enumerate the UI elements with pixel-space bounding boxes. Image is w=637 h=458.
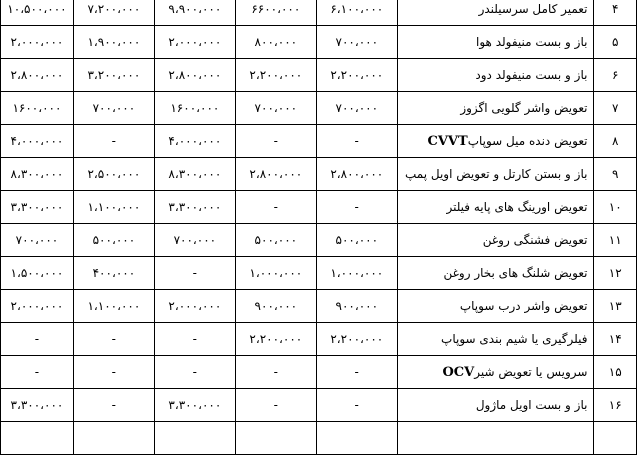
table-row <box>1 356 637 389</box>
table-row <box>1 0 637 26</box>
price-cell: - <box>73 323 154 356</box>
row-number: ۱۳ <box>594 290 637 323</box>
service-description <box>397 125 594 158</box>
service-name: باز و بست منیفولد هوا <box>476 34 588 49</box>
row-number: ۱۶ <box>594 389 637 422</box>
price-cell: ۵۰۰،۰۰۰ <box>316 224 397 257</box>
price-cell: ۳،۳۰۰،۰۰۰ <box>1 389 74 422</box>
price-cell: - <box>1 356 74 389</box>
service-name: تعویض شلنگ های بخار روغن <box>443 265 588 280</box>
price-cell: ۲،۸۰۰،۰۰۰ <box>316 158 397 191</box>
price-cell: - <box>73 389 154 422</box>
service-name: سرویس یا تعویض شیر <box>474 364 588 379</box>
service-name: تعمیر کامل سرسیلندر <box>478 1 588 16</box>
table-row <box>1 422 637 455</box>
price-cell <box>235 422 316 455</box>
price-cell: ۷،۲۰۰،۰۰۰ <box>73 0 154 26</box>
price-cell: ۷۰۰،۰۰۰ <box>235 92 316 125</box>
price-cell: ۲،۰۰۰،۰۰۰ <box>154 26 235 59</box>
price-cell: - <box>73 125 154 158</box>
price-cell: ۹،۹۰۰،۰۰۰ <box>154 0 235 26</box>
price-cell: ۲،۸۰۰،۰۰۰ <box>1 59 74 92</box>
row-number: ۸ <box>594 125 637 158</box>
price-cell: - <box>154 257 235 290</box>
price-cell: ۴،۰۰۰،۰۰۰ <box>1 125 74 158</box>
price-cell: ۴۰۰،۰۰۰ <box>73 257 154 290</box>
price-cell: - <box>235 191 316 224</box>
service-name: تعویض واشر درب سوپاپ <box>459 298 588 313</box>
price-cell: ۳،۳۰۰،۰۰۰ <box>154 191 235 224</box>
price-cell: ۱،۵۰۰،۰۰۰ <box>1 257 74 290</box>
price-cell: ۱،۰۰۰،۰۰۰ <box>316 257 397 290</box>
service-description <box>397 191 594 224</box>
service-code: OCV <box>442 364 475 380</box>
price-cell: - <box>154 323 235 356</box>
table-row <box>1 125 637 158</box>
table-row <box>1 389 637 422</box>
row-number: ۶ <box>594 59 637 92</box>
price-cell: ۲،۸۰۰،۰۰۰ <box>235 158 316 191</box>
service-code: CVVT <box>427 133 468 149</box>
price-cell: ۲،۲۰۰،۰۰۰ <box>235 59 316 92</box>
price-cell: ۲،۲۰۰،۰۰۰ <box>316 323 397 356</box>
service-description <box>397 389 594 422</box>
service-name: باز و بست منیفولد دود <box>475 67 588 82</box>
price-cell: ۹۰۰،۰۰۰ <box>235 290 316 323</box>
price-cell: ۳،۲۰۰،۰۰۰ <box>73 59 154 92</box>
price-cell: - <box>316 356 397 389</box>
price-cell: ۷۰۰،۰۰۰ <box>316 26 397 59</box>
row-number: ۱۴ <box>594 323 637 356</box>
price-cell: ۵۰۰،۰۰۰ <box>235 224 316 257</box>
price-cell: - <box>1 323 74 356</box>
table-row <box>1 158 637 191</box>
service-name: تعویض فشنگی روغن <box>482 232 588 247</box>
service-description <box>397 290 594 323</box>
service-name: تعویض واشر گلویی اگزوز <box>460 100 588 115</box>
price-cell: ۵۰۰،۰۰۰ <box>73 224 154 257</box>
price-cell: ۳،۳۰۰،۰۰۰ <box>1 191 74 224</box>
price-cell: ۱۶۰۰،۰۰۰ <box>1 92 74 125</box>
service-description <box>397 26 594 59</box>
table-row <box>1 290 637 323</box>
price-cell: - <box>316 125 397 158</box>
service-name: فیلرگیری یا شیم بندی سوپاپ <box>441 331 588 346</box>
price-cell: ۸،۳۰۰،۰۰۰ <box>1 158 74 191</box>
price-cell: ۲،۰۰۰،۰۰۰ <box>154 290 235 323</box>
price-cell: ۸۰۰،۰۰۰ <box>235 26 316 59</box>
price-cell: ۷۰۰،۰۰۰ <box>1 224 74 257</box>
service-description <box>397 158 594 191</box>
price-cell: ۶،۱۰۰،۰۰۰ <box>316 0 397 26</box>
service-name: باز و بستن کارتل و تعویض اویل پمپ <box>404 166 588 181</box>
row-number: ۴ <box>594 0 637 26</box>
service-description <box>397 59 594 92</box>
price-cell <box>1 422 74 455</box>
service-name: تعویض اورینگ های پایه فیلتر <box>446 199 588 214</box>
price-cell: ۱۶۰۰،۰۰۰ <box>154 92 235 125</box>
price-cell: ۱،۱۰۰،۰۰۰ <box>73 191 154 224</box>
service-description <box>397 0 594 26</box>
price-cell: - <box>316 191 397 224</box>
price-cell: ۷۰۰،۰۰۰ <box>316 92 397 125</box>
service-description <box>397 323 594 356</box>
price-cell: ۹۰۰،۰۰۰ <box>316 290 397 323</box>
service-description <box>397 257 594 290</box>
table-row <box>1 191 637 224</box>
price-cell: - <box>235 125 316 158</box>
price-cell: - <box>235 389 316 422</box>
row-number: ۱۲ <box>594 257 637 290</box>
service-description <box>397 356 594 389</box>
price-cell: ۱،۱۰۰،۰۰۰ <box>73 290 154 323</box>
row-number: ۹ <box>594 158 637 191</box>
row-number <box>594 422 637 455</box>
price-cell: ۱،۹۰۰،۰۰۰ <box>73 26 154 59</box>
price-cell: ۷۰۰،۰۰۰ <box>154 224 235 257</box>
price-cell: ۲،۰۰۰،۰۰۰ <box>1 26 74 59</box>
price-cell: - <box>73 356 154 389</box>
service-description <box>397 92 594 125</box>
price-cell <box>154 422 235 455</box>
price-cell <box>73 422 154 455</box>
table-body <box>1 0 637 455</box>
row-number: ۱۰ <box>594 191 637 224</box>
table-row <box>1 59 637 92</box>
table-row <box>1 224 637 257</box>
service-description <box>397 422 594 455</box>
row-number: ۵ <box>594 26 637 59</box>
table-row <box>1 26 637 59</box>
row-number: ۷ <box>594 92 637 125</box>
price-cell: ۶۶۰۰،۰۰۰ <box>235 0 316 26</box>
price-cell: ۳،۳۰۰،۰۰۰ <box>154 389 235 422</box>
price-cell: ۲،۲۰۰،۰۰۰ <box>316 59 397 92</box>
row-number: ۱۱ <box>594 224 637 257</box>
price-cell: - <box>316 389 397 422</box>
table-row <box>1 92 637 125</box>
service-name: تعویض دنده میل سوپاپ <box>467 133 588 148</box>
price-cell: ۷۰۰،۰۰۰ <box>73 92 154 125</box>
service-description <box>397 224 594 257</box>
price-cell: - <box>235 356 316 389</box>
price-cell: ۴،۰۰۰،۰۰۰ <box>154 125 235 158</box>
price-cell: ۲،۵۰۰،۰۰۰ <box>73 158 154 191</box>
price-cell: ۸،۳۰۰،۰۰۰ <box>154 158 235 191</box>
table-row <box>1 257 637 290</box>
price-cell: ۲،۰۰۰،۰۰۰ <box>1 290 74 323</box>
price-cell: - <box>154 356 235 389</box>
price-cell: ۱،۰۰۰،۰۰۰ <box>235 257 316 290</box>
price-cell: ۲،۲۰۰،۰۰۰ <box>235 323 316 356</box>
service-name: باز و بست اویل ماژول <box>475 397 588 412</box>
price-cell <box>316 422 397 455</box>
price-cell: ۲،۸۰۰،۰۰۰ <box>154 59 235 92</box>
price-cell: ۱۰،۵۰۰،۰۰۰ <box>1 0 74 26</box>
row-number: ۱۵ <box>594 356 637 389</box>
table-row <box>1 323 637 356</box>
